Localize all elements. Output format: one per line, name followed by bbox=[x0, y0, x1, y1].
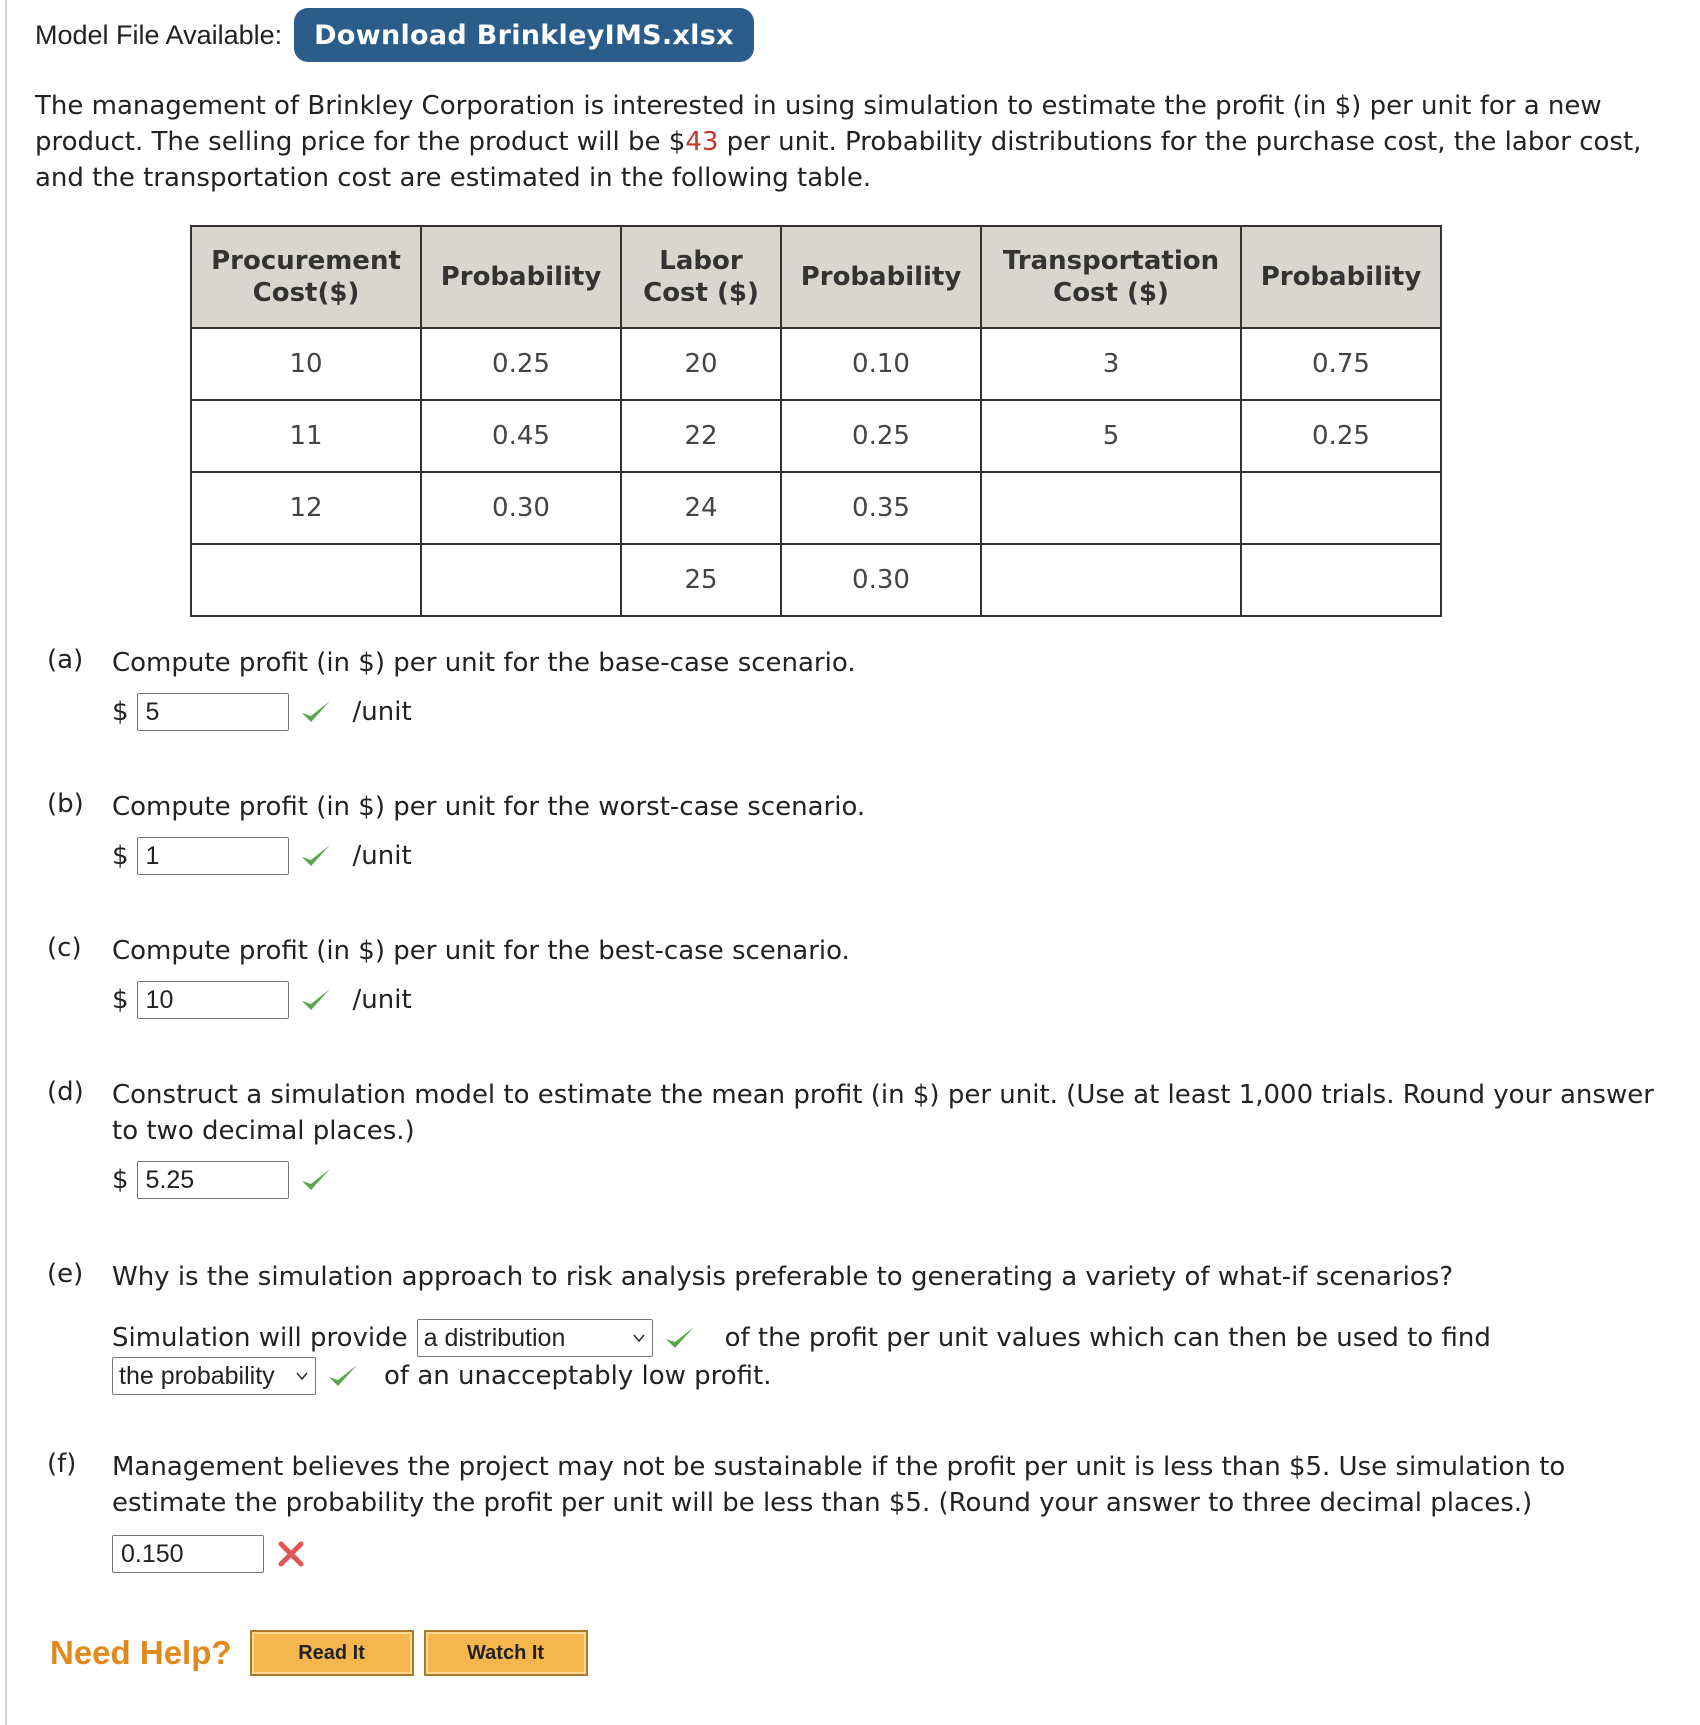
table-cell: 0.30 bbox=[781, 544, 981, 616]
header-probability: Probability bbox=[1241, 226, 1441, 328]
table-header-row bbox=[191, 226, 1441, 328]
currency-symbol: $ bbox=[112, 985, 129, 1015]
table-cell bbox=[421, 544, 621, 616]
answer-row bbox=[112, 1357, 772, 1395]
answer-row bbox=[112, 1319, 1491, 1357]
answer-input-f[interactable]: 0.150 bbox=[112, 1535, 264, 1573]
probability-select[interactable] bbox=[112, 1357, 316, 1395]
table-cell bbox=[1241, 544, 1441, 616]
model-file-label: Model File Available: bbox=[35, 19, 283, 50]
table-cell: 0.45 bbox=[421, 400, 621, 472]
correct-check-icon bbox=[663, 1323, 697, 1353]
table-cell: 0.10 bbox=[781, 328, 981, 400]
question-text: Management believes the project may not be sustainable if the profit per unit is less than $5. Use simulation to estimate the probability the profit per unit will be less than $5. (Round your answer to three decimal places.) bbox=[112, 1452, 1566, 1518]
table-cell: 0.25 bbox=[781, 400, 981, 472]
question-label: (a) bbox=[47, 645, 84, 675]
table-cell: 10 bbox=[191, 328, 421, 400]
answer-row bbox=[112, 981, 412, 1019]
answer-row bbox=[112, 837, 412, 875]
question-label: (d) bbox=[47, 1077, 84, 1107]
cost-distribution-table bbox=[190, 225, 1442, 617]
correct-check-icon bbox=[299, 697, 333, 727]
answer-prefix-text: Simulation will provide bbox=[112, 1323, 408, 1353]
currency-symbol: $ bbox=[112, 1165, 129, 1195]
answer-input-a[interactable]: 5 bbox=[137, 693, 289, 731]
answer-input-c[interactable]: 10 bbox=[137, 981, 289, 1019]
header-transportation-cost: Transportation Cost ($) bbox=[981, 226, 1241, 328]
answer-row bbox=[112, 693, 412, 731]
answer-input-b[interactable]: 1 bbox=[137, 837, 289, 875]
question-text: Compute profit (in $) per unit for the base-case scenario. bbox=[112, 648, 856, 678]
table-row bbox=[191, 400, 1441, 472]
question-text: Compute profit (in $) per unit for the worst-case scenario. bbox=[112, 792, 866, 822]
table-cell: 22 bbox=[621, 400, 781, 472]
correct-check-icon bbox=[299, 985, 333, 1015]
unit-label: /unit bbox=[352, 985, 412, 1015]
read-it-button[interactable]: Read It bbox=[250, 1630, 414, 1676]
question-text: Construct a simulation model to estimate the mean profit (in $) per unit. (Use at least 1,000 trials. Round your answer to two decimal places.) bbox=[112, 1080, 1654, 1146]
need-help-bar bbox=[50, 1630, 598, 1676]
header-probability: Probability bbox=[421, 226, 621, 328]
distribution-select[interactable] bbox=[417, 1319, 653, 1357]
table-cell bbox=[191, 544, 421, 616]
table-cell: 12 bbox=[191, 472, 421, 544]
answer-post-text: of an unacceptably low profit. bbox=[384, 1361, 772, 1391]
question-label: (b) bbox=[47, 789, 84, 819]
need-help-title: Need Help? bbox=[50, 1634, 232, 1671]
table-cell: 25 bbox=[621, 544, 781, 616]
download-model-button[interactable]: Download BrinkleyIMS.xlsx bbox=[294, 8, 754, 62]
answer-input-d[interactable]: 5.25 bbox=[137, 1161, 289, 1199]
table-cell bbox=[1241, 472, 1441, 544]
question-text: Why is the simulation approach to risk analysis preferable to generating a variety of what-if scenarios? bbox=[112, 1262, 1454, 1292]
answer-row bbox=[112, 1535, 308, 1573]
correct-check-icon bbox=[326, 1361, 360, 1391]
currency-symbol: $ bbox=[112, 841, 129, 871]
selling-price: 43 bbox=[685, 127, 719, 157]
incorrect-x-icon bbox=[274, 1539, 308, 1569]
table-cell: 11 bbox=[191, 400, 421, 472]
currency-symbol: $ bbox=[112, 697, 129, 727]
model-file-line bbox=[35, 8, 754, 62]
chevron-down-icon bbox=[295, 1369, 309, 1383]
select-value: the probability bbox=[119, 1361, 275, 1390]
question-label: (f) bbox=[47, 1449, 77, 1479]
table-cell bbox=[981, 472, 1241, 544]
table-cell: 0.30 bbox=[421, 472, 621, 544]
intro-text-1: The management of Brinkley Corporation is interested in using simulation to estimate the profit (in $) per unit for a new product. The selling price for the product will be $ bbox=[35, 91, 1602, 157]
table-cell: 3 bbox=[981, 328, 1241, 400]
question-label: (c) bbox=[47, 933, 82, 963]
table-cell: 0.35 bbox=[781, 472, 981, 544]
header-probability: Probability bbox=[781, 226, 981, 328]
table-row bbox=[191, 472, 1441, 544]
table-cell: 0.25 bbox=[1241, 400, 1441, 472]
table-row bbox=[191, 328, 1441, 400]
unit-label: /unit bbox=[352, 841, 412, 871]
header-procurement-cost: Procurement Cost($) bbox=[191, 226, 421, 328]
unit-label: /unit bbox=[352, 697, 412, 727]
question-label: (e) bbox=[47, 1259, 84, 1289]
table-cell: 20 bbox=[621, 328, 781, 400]
header-labor-cost: Labor Cost ($) bbox=[621, 226, 781, 328]
correct-check-icon bbox=[299, 841, 333, 871]
table-cell: 0.75 bbox=[1241, 328, 1441, 400]
watch-it-button[interactable]: Watch It bbox=[424, 1630, 588, 1676]
left-border bbox=[5, 0, 7, 1725]
problem-statement bbox=[35, 88, 1665, 196]
table-cell: 0.25 bbox=[421, 328, 621, 400]
table-cell: 24 bbox=[621, 472, 781, 544]
chevron-down-icon bbox=[632, 1331, 646, 1345]
question-text: Compute profit (in $) per unit for the best-case scenario. bbox=[112, 936, 850, 966]
answer-mid-text: of the profit per unit values which can then be used to find bbox=[724, 1323, 1491, 1353]
intro-text-2: per unit. Probability distributions for the purchase cost, the labor cost, and the transportation cost are estimated in the following table. bbox=[35, 127, 1642, 193]
select-value: a distribution bbox=[423, 1323, 566, 1352]
table-cell: 5 bbox=[981, 400, 1241, 472]
table-cell bbox=[981, 544, 1241, 616]
answer-row bbox=[112, 1161, 333, 1199]
table-row bbox=[191, 544, 1441, 616]
correct-check-icon bbox=[299, 1165, 333, 1195]
